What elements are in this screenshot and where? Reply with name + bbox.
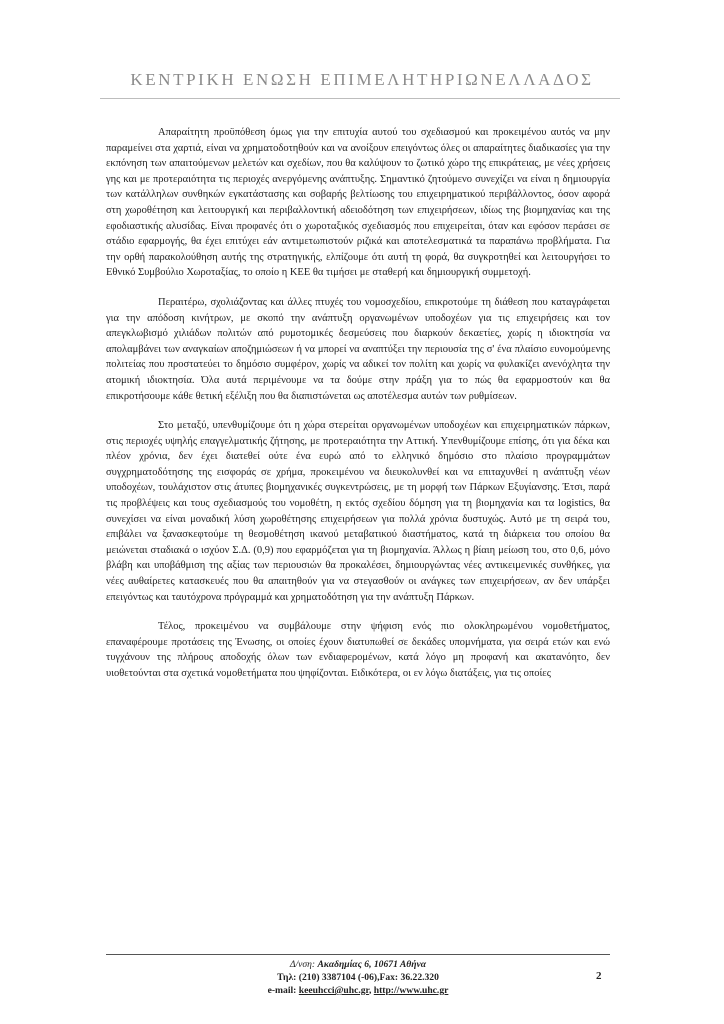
paragraph-2: Περαιτέρω, σχολιάζοντας και άλλες πτυχές του νομοσχεδίου, επικροτούμε τη διάθεση που καταγράφεται για την απόδοση κινήτρων, με σκοπό την ανάπτυξη οργανωμένων υποδοχέων για τις επιχειρήσεις και τον απεγκλωβισμό χιλιάδων πολιτών από ρυμοτομικές δεσμεύσεις που διαρκούν δεκαετίες, χωρίς η ιδιοκτησία να απολαμβάνει των αναγκαίων αποζημιώσεων ή να μπορεί να αναπτύξει την περιουσία της σ' ένα πλαίσιο ευνομούμενης πολιτείας που προστατεύει το δημόσιο συμφέρον, χωρίς να αδικεί τον πολίτη και χωρίς να φυλακίζει ανενόχλητα την ατομική ιδιοκτησία. Όλα αυτά περιμένουμε να τα δούμε στην πράξη για το πώς θα εφαρμοστούν και θα επικροτήσουμε κάθε θετική εξέλιξη που θα διαπιστώνεται ως αποτέλεσμα αυτών των ρυθμίσεων. xyxy=(106,296,610,402)
letterhead-title: ΚΕΝΤΡΙΚΗ ΕΝΩΣΗ ΕΠΙΜΕΛΗΤΗΡΙΩΝΕΛΛΑΔΟΣ xyxy=(130,70,594,89)
address-label: Δ/νση: xyxy=(289,959,316,970)
footer-phone: Τηλ: (210) 3387104 (-06),Fax: 36.22.320 xyxy=(277,972,439,983)
address-value: Ακαδημίας 6, 10671 Αθήνα xyxy=(317,959,427,970)
paragraph-4: Τέλος, προκειμένου να συμβάλουμε στην ψήφιση ενός πιο ολοκληρωμένου νομοθετήματος, επαναφέρουμε προτάσεις της Ένωσης, οι οποίες έχουν διατυπωθεί σε δεκάδες υπομνήματα, για σειρά ετών και ενώ τυγχάνουν της πλήρους αποδοχής όλων των ενδιαφερομένων, κατά λόγο μη προφανή και ακατανόητο, δεν υιοθετούνται στα σχετικά νομοθετήματα που ψηφίζονται. Ειδικότερα, οι εν λόγω διατάξεις, για τις οποίες xyxy=(106,621,610,679)
footer-email-line xyxy=(106,984,610,997)
paragraph-3: Στο μεταξύ, υπενθυμίζουμε ότι η χώρα στερείται οργανωμένων υποδοχέων και επιχειρηματικών πάρκων, στις περιοχές υψηλής επαγγελματικής ζήτησης, με προτεραιότητα την Αττική. Υπενθυμίζουμε επίσης, ότι για δέκα και πλέον χρόνια, δεν έχει διατεθεί ούτε ένα ευρώ από το ελληνικό δημόσιο στο πλαίσιο προγραμμάτων συγχρηματοδότησης της εισφοράς σε χρήμα, προκειμένου να διευκολυνθεί και να επιταχυνθεί η ανάπτυξη νέων υποδοχέων, τουλάχιστον στις άτυπες βιομηχανικές συγκεντρώσεις, με τη μορφή των Πάρκων Εξυγίανσης. Έτσι, παρά τις προβλέψεις και τους σχεδιασμούς του νομοθέτη, η εκτός σχεδίου δόμηση για τη βιομηχανία και τα logistics, θα συνεχίσει να είναι μοναδική λύση χωροθέτησης επιχειρήσεων για πολλά χρόνια δυστυχώς. Αυτό με τη σειρά του, επιβάλει να ξανασκεφτούμε τη θεσμοθέτηση ικανού μεταβατικού διαστήματος, κατά τη διάρκεια του οποίου θα μειώνεται σταδιακά ο ισχύον Σ.Δ. (0,9) που εφαρμόζεται για τη βιομηχανία. Άλλως η βίαιη μείωση του, στο 0,6, μόνο βλάβη και υποβάθμιση της αξίας των περιουσιών θα προκαλέσει, δημιουργώντας νέες αντικειμενικές συνθήκες, για νέες αυθαίρετες κατασκευές που θα απαιτηθούν για να στεγασθούν οι ανάγκες των επιχειρήσεων, αν δεν υπάρξει επειγόντως και ταυτόχρονα πρόγραμμά και χρηματοδότηση για την ανάπτυξη Πάρκων. xyxy=(106,420,610,603)
footer-divider xyxy=(106,954,610,955)
header-divider xyxy=(100,98,620,99)
email-prefix: e-mail: xyxy=(267,985,297,996)
website-link[interactable]: http://www.uhc.gr xyxy=(373,985,449,996)
page-number: 2 xyxy=(596,970,602,982)
footer-address-line xyxy=(106,958,610,971)
email-link[interactable]: keeuhcci@uhc.gr xyxy=(298,985,369,996)
footer-contact xyxy=(106,958,610,997)
footer-separator: , xyxy=(368,985,372,996)
body-text xyxy=(106,125,610,696)
paragraph-1: Απαραίτητη προϋπόθεση όμως για την επιτυχία αυτού του σχεδιασμού και προκειμένου αυτός να μην παραμείνει στα χαρτιά, είναι να χρηματοδοτηθούν και να ανοίξουν επειγόντως όλες οι απαραίτητες διαδικασίες για την εκπόνηση των απαιτούμενων μελετών και σχεδίων, που θα καλύψουν το ζωτικό χώρο της επικράτειας, με νέες χρήσεις γης και με προτεραιότητα τις περιοχές ανεργόμενης ανάπτυξης. Σημαντικό ζητούμενο συνεχίζει να είναι η δημιουργία των κατάλληλων συνθηκών εγκατάστασης και σοβαρής βελτίωσης του επιχειρηματικού περιβάλλοντος, όσον αφορά στη χωροθέτηση και λειτουργική και περιβαλλοντική αδειοδότηση των επιχειρήσεων, ιδίως της βιομηχανίας και της εφοδιαστικής αλυσίδας. Είναι προφανές ότι ο χωροταξικός σχεδιασμός που επιχειρείται, όταν και εφόσον περάσει σε στάδιο εφαρμογής, θα έχει επιτύχει εάν αντιμετωπιστούν ριζικά και αποτελεσματικά τα παραπάνω προβλήματα. Για την ορθή παρακολούθηση αυτής της στρατηγικής, ελπίζουμε ότι αυτή τη φορά, θα συγκροτηθεί και λειτουργήσει το Εθνικό Συμβούλιο Χωροταξίας, το οποίο η ΚΕΕ θα τιμήσει με σταθερή και δημιουργική συμμετοχή. xyxy=(106,127,610,279)
